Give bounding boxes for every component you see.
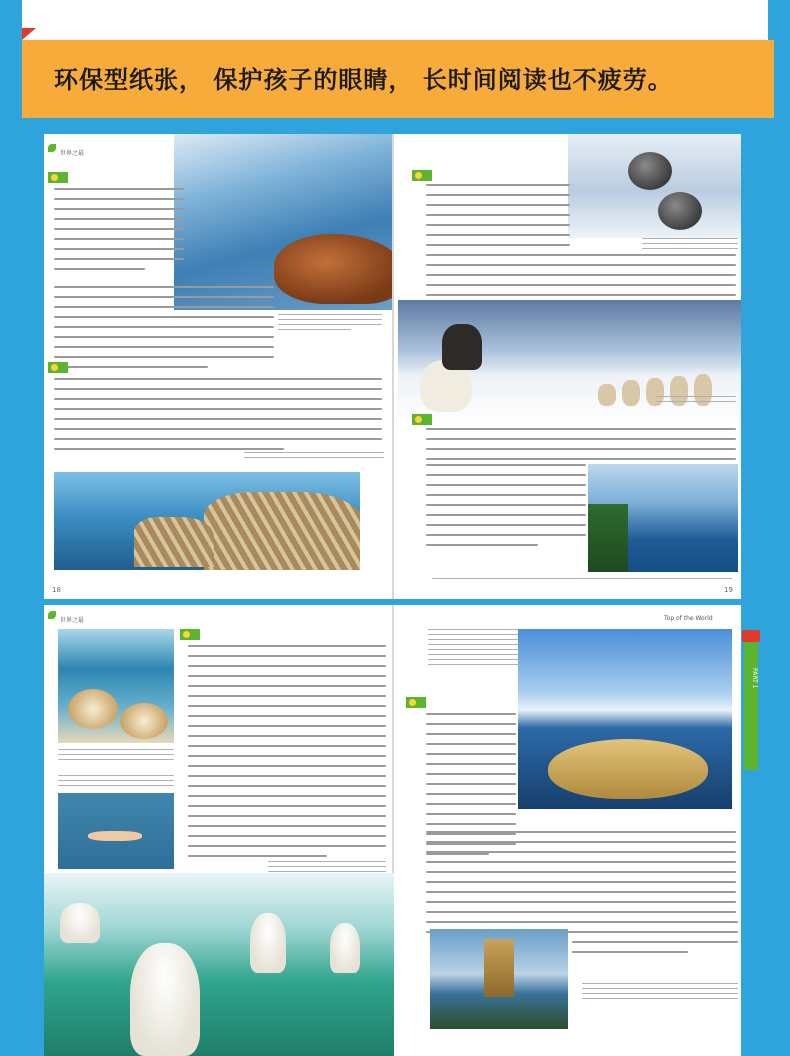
body-text bbox=[426, 428, 736, 468]
coastal-rock bbox=[274, 234, 392, 304]
top-strip bbox=[22, 0, 768, 40]
body-text bbox=[54, 378, 382, 458]
leaf-icon bbox=[48, 611, 56, 619]
chapter-tab-label: PART 1 bbox=[751, 668, 758, 689]
salt-pillar bbox=[130, 943, 200, 1056]
photo-caption bbox=[432, 578, 732, 583]
sailing-reed-boat-photo bbox=[430, 929, 568, 1029]
seal bbox=[658, 192, 702, 230]
banner-text: 环保型纸张， 保护孩子的眼睛， 长时间阅读也不疲劳。 bbox=[54, 66, 673, 94]
chapter-tab bbox=[744, 640, 758, 770]
sled-dog bbox=[598, 384, 616, 406]
seals-photo bbox=[568, 134, 741, 238]
page-number: 18 bbox=[52, 586, 61, 594]
photo-caption bbox=[582, 983, 738, 1003]
salt-pillar bbox=[60, 903, 100, 943]
salt-crust bbox=[68, 689, 118, 729]
corner-mark bbox=[22, 28, 36, 40]
floating-swimmer bbox=[88, 831, 142, 841]
inuit-sled-photo bbox=[398, 300, 741, 426]
salt-pillar bbox=[250, 913, 286, 973]
body-text bbox=[188, 645, 386, 865]
forest-shore bbox=[588, 504, 628, 572]
body-text bbox=[572, 921, 738, 961]
photo-caption bbox=[244, 452, 384, 462]
seal bbox=[628, 152, 672, 190]
section-tag-highest-lake bbox=[406, 697, 426, 708]
photo-caption bbox=[428, 629, 524, 669]
person-figure bbox=[442, 324, 482, 370]
photo-caption bbox=[58, 775, 174, 790]
floating-person-photo bbox=[58, 793, 174, 869]
lake-photo bbox=[588, 464, 738, 572]
leaf-icon bbox=[48, 144, 56, 152]
reed-boat-photo bbox=[518, 629, 732, 809]
running-head: 世界之最 bbox=[60, 617, 85, 624]
salt-crust bbox=[120, 703, 168, 739]
salt-pillars-photo bbox=[44, 873, 394, 1056]
photo-caption bbox=[656, 396, 736, 406]
body-text bbox=[426, 184, 570, 254]
page-fold bbox=[392, 134, 394, 599]
photo-caption bbox=[58, 749, 174, 764]
running-head: 世界之最 bbox=[60, 150, 85, 157]
coastline-photo bbox=[54, 472, 360, 570]
section-tag-ocean bbox=[48, 172, 68, 183]
book-spread-bottom bbox=[44, 605, 741, 1056]
section-tag-arctic bbox=[412, 170, 432, 181]
reed-boat bbox=[548, 739, 708, 799]
sun-icon bbox=[742, 630, 760, 642]
photo-caption bbox=[642, 238, 738, 253]
photo-caption bbox=[278, 314, 382, 334]
salt-pillar bbox=[330, 923, 360, 973]
section-tag-pacific bbox=[48, 362, 68, 373]
basalt-columns bbox=[134, 517, 214, 567]
basalt-columns bbox=[204, 492, 360, 570]
body-text bbox=[54, 188, 184, 278]
running-head-right: Top of the World bbox=[664, 615, 713, 622]
body-text bbox=[54, 286, 274, 376]
salt-lake-photo bbox=[58, 629, 174, 743]
reed-sail bbox=[484, 939, 514, 997]
section-tag-saltiest bbox=[180, 629, 200, 640]
book-spread-top bbox=[44, 134, 741, 599]
page-number: 19 bbox=[724, 586, 733, 594]
ocean-photo bbox=[174, 134, 392, 310]
section-tag-lake bbox=[412, 414, 432, 425]
sled-dog bbox=[622, 380, 640, 406]
body-text bbox=[426, 464, 586, 554]
